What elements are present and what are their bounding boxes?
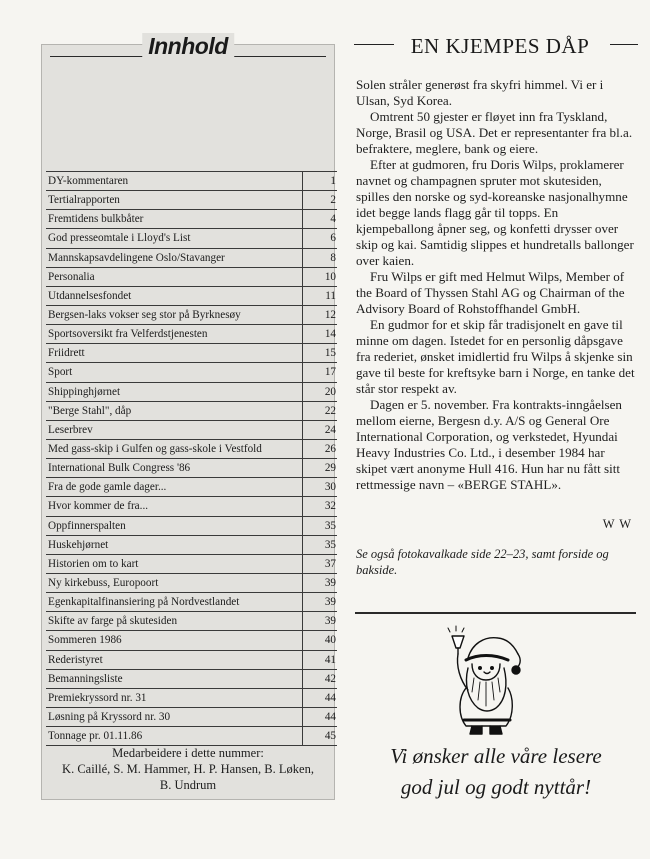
header-rule-left — [354, 44, 394, 45]
photo-reference-note: Se også fotokavalkade side 22–23, samt forside og bakside. — [356, 547, 609, 577]
toc-entry-title: Sommeren 1986 — [48, 634, 122, 647]
toc-entry[interactable] — [46, 536, 337, 555]
toc-entry-page: 44 — [302, 708, 337, 726]
toc-entry-page: 2 — [302, 191, 337, 209]
toc-entry-title: International Bulk Congress '86 — [48, 462, 191, 475]
toc-entry[interactable] — [46, 229, 337, 248]
toc-entry[interactable] — [46, 363, 337, 382]
toc-entry-page: 11 — [302, 287, 337, 305]
toc-entry-title: Personalia — [48, 270, 95, 283]
contributors-names-line2: B. Undrum — [159, 778, 217, 792]
contents-panel — [41, 33, 336, 800]
article-paragraph: Dagen er 5. november. Fra kontrakts-inngåelsen mellom eierne, Bergesn d.y. A/S og General Ore International Corporation, og verkstedet, Hyundai Heavy Industries Co. Ltd., i desember 1984 har skipet vært anonyme Hull 416. Hun har nu fått sitt rettmessige navn – «BERGE STAHL». — [356, 397, 622, 492]
toc-entry-page: 39 — [302, 593, 337, 611]
toc-entry[interactable] — [46, 383, 337, 402]
toc-entry-title: Skifte av farge på skutesiden — [48, 615, 178, 628]
toc-entry-page: 44 — [302, 689, 337, 707]
toc-entry[interactable] — [46, 249, 337, 268]
toc-entry-title: Egenkapitalfinansiering på Nordvestlandet — [48, 596, 240, 609]
toc-entry-title: Mannskapsavdelingene Oslo/Stavanger — [48, 251, 225, 264]
toc-entry[interactable] — [46, 497, 337, 516]
toc-entry-title: Bemanningsliste — [48, 672, 123, 685]
toc-entry-page: 32 — [302, 497, 337, 515]
article-paragraph: Fru Wilps er gift med Helmut Wilps, Member of the Board of Thyssen Stahl AG og Chairman of the Advisory Board of Rohstoffhandel GmbH. — [356, 269, 625, 316]
toc-entry-page: 30 — [302, 478, 337, 496]
toc-entry-page: 42 — [302, 670, 337, 688]
toc-entry-title: Fremtidens bulkbåter — [48, 213, 144, 226]
toc-entry-page: 17 — [302, 363, 337, 381]
toc-entry[interactable] — [46, 287, 337, 306]
toc-entry-title: Tonnage pr. 01.11.86 — [48, 730, 143, 743]
toc-entry[interactable] — [46, 631, 337, 650]
section-divider — [355, 612, 636, 614]
greeting-line-1: Vi ønsker alle våre lesere — [390, 744, 602, 768]
article-body — [356, 77, 635, 493]
toc-entry-page: 40 — [302, 631, 337, 649]
toc-entry[interactable] — [46, 689, 337, 708]
toc-entry-title: God presseomtale i Lloyd's List — [48, 232, 191, 245]
toc-entry[interactable] — [46, 651, 337, 670]
toc-entry-title: Oppfinnerspalten — [48, 519, 126, 532]
toc-entry[interactable] — [46, 459, 337, 478]
toc-entry-page: 39 — [302, 612, 337, 630]
toc-entry-title: Løsning på Kryssord nr. 30 — [48, 710, 171, 723]
toc-entry-page: 12 — [302, 306, 337, 324]
toc-entry-page: 24 — [302, 421, 337, 439]
article-paragraph: En gudmor for et skip får tradisjonelt en gave til minne om dagen. Istedet for en personlig dåpsgave fra rederiet, ønsket imidlertid fru Wilps å skjenke sin gave til beste for kreftsyke barn i Norge, en tanke det står stor respekt av. — [356, 317, 635, 396]
toc-entry-title: Leserbrev — [48, 423, 93, 436]
toc-entry[interactable] — [46, 402, 337, 421]
greeting-line-2: god jul og godt nyttår! — [400, 775, 592, 799]
toc-entry-title: Rederistyret — [48, 653, 103, 666]
toc-entry-title: Shippinghjørnet — [48, 385, 121, 398]
toc-entry-title: Bergsen-laks vokser seg stor på Byrknesøy — [48, 308, 241, 321]
toc-entry-title: DY-kommentaren — [48, 175, 129, 187]
santa-claus-icon — [438, 618, 530, 736]
toc-entry-title: "Berge Stahl", dåp — [48, 404, 132, 417]
toc-entry-title: Hvor kommer de fra... — [48, 500, 149, 513]
header-rule-right — [610, 44, 638, 45]
toc-entry-page: 4 — [302, 210, 337, 228]
toc-entry[interactable] — [46, 478, 337, 497]
toc-entry-page: 35 — [302, 517, 337, 535]
toc-entry-page: 14 — [302, 325, 337, 343]
toc-entry-page: 41 — [302, 651, 337, 669]
toc-entry[interactable] — [46, 421, 337, 440]
toc-entry[interactable] — [46, 171, 337, 191]
toc-entry[interactable] — [46, 727, 337, 746]
toc-entry-page: 10 — [302, 268, 337, 286]
toc-entry-title: Utdannelsesfondet — [48, 289, 132, 302]
toc-entry-page: 26 — [302, 440, 337, 458]
toc-entry[interactable] — [46, 555, 337, 574]
toc-entry-title: Ny kirkebuss, Europoort — [48, 576, 159, 589]
article-paragraph: Solen stråler generøst fra skyfri himmel. Vi er i Ulsan, Syd Korea. — [356, 77, 604, 108]
toc-entry-page: 35 — [302, 536, 337, 554]
toc-entry[interactable] — [46, 612, 337, 631]
toc-entry-title: Fra de gode gamle dager... — [48, 481, 167, 494]
toc-entry-title: Historien om to kart — [48, 557, 139, 570]
article-paragraph: Omtrent 50 gjester er fløyet inn fra Tyskland, Norge, Brasil og USA. Det er representanter fra bl.a. befraktere, meglere, bank og eiere. — [356, 109, 633, 156]
toc-entry-page: 1 — [302, 172, 337, 190]
toc-entry[interactable] — [46, 517, 337, 536]
toc-entry-page: 37 — [302, 555, 337, 573]
toc-entry[interactable] — [46, 708, 337, 727]
toc-entry[interactable] — [46, 191, 337, 210]
toc-entry-title: Friidrett — [48, 347, 85, 360]
toc-entry[interactable] — [46, 210, 337, 229]
toc-entry[interactable] — [46, 344, 337, 363]
toc-entry[interactable] — [46, 574, 337, 593]
toc-entry-page: 20 — [302, 383, 337, 401]
toc-entry-title: Tertialrapporten — [48, 194, 120, 207]
toc-entry[interactable] — [46, 670, 337, 689]
toc-entry-page: 39 — [302, 574, 337, 592]
toc-entry-page: 6 — [302, 229, 337, 247]
contributors-heading: Medarbeidere i dette nummer: — [112, 746, 264, 760]
toc-entry[interactable] — [46, 440, 337, 459]
contents-header — [42, 33, 334, 69]
contributors-credit — [42, 745, 334, 793]
toc-entry-title: Med gass-skip i Gulfen og gass-skole i Vestfold — [48, 442, 262, 455]
toc-entry-title: Huskehjørnet — [48, 538, 109, 551]
toc-entry[interactable] — [46, 306, 337, 325]
toc-entry-title: Sportsoversikt fra Velferdstjenesten — [48, 328, 208, 341]
holiday-greeting — [356, 741, 636, 803]
toc-entry-page: 8 — [302, 249, 337, 267]
toc-entry[interactable] — [46, 593, 337, 612]
toc-entry[interactable] — [46, 325, 337, 344]
toc-entry-page: 15 — [302, 344, 337, 362]
article-paragraph: Efter at gudmoren, fru Doris Wilps, proklamerer navnet og champagnen spruter mot skutesiden, spilles den norske og syd-koreanske nasjonalhymne idet begge lands flagg går til topps. En kjempeballong åpner seg, og konfetti drysser over skip og kai. Samtidig slippes et hundretalls ballonger over kaien. — [356, 157, 634, 268]
article-header — [350, 30, 640, 60]
toc-entry-page: 29 — [302, 459, 337, 477]
article-signature: W W — [602, 517, 632, 531]
article-title: EN KJEMPES DÅP — [410, 34, 590, 58]
contents-title: Innhold — [142, 33, 234, 60]
toc-entry-page: 22 — [302, 402, 337, 420]
toc-entry-title: Sport — [48, 366, 73, 379]
toc-entry-title: Premiekryssord nr. 31 — [48, 691, 147, 704]
contributors-names-line1: K. Caillé, S. M. Hammer, H. P. Hansen, B. Løken, — [62, 762, 314, 776]
table-of-contents — [46, 171, 337, 746]
toc-entry-page: 45 — [302, 727, 337, 745]
toc-entry[interactable] — [46, 268, 337, 287]
